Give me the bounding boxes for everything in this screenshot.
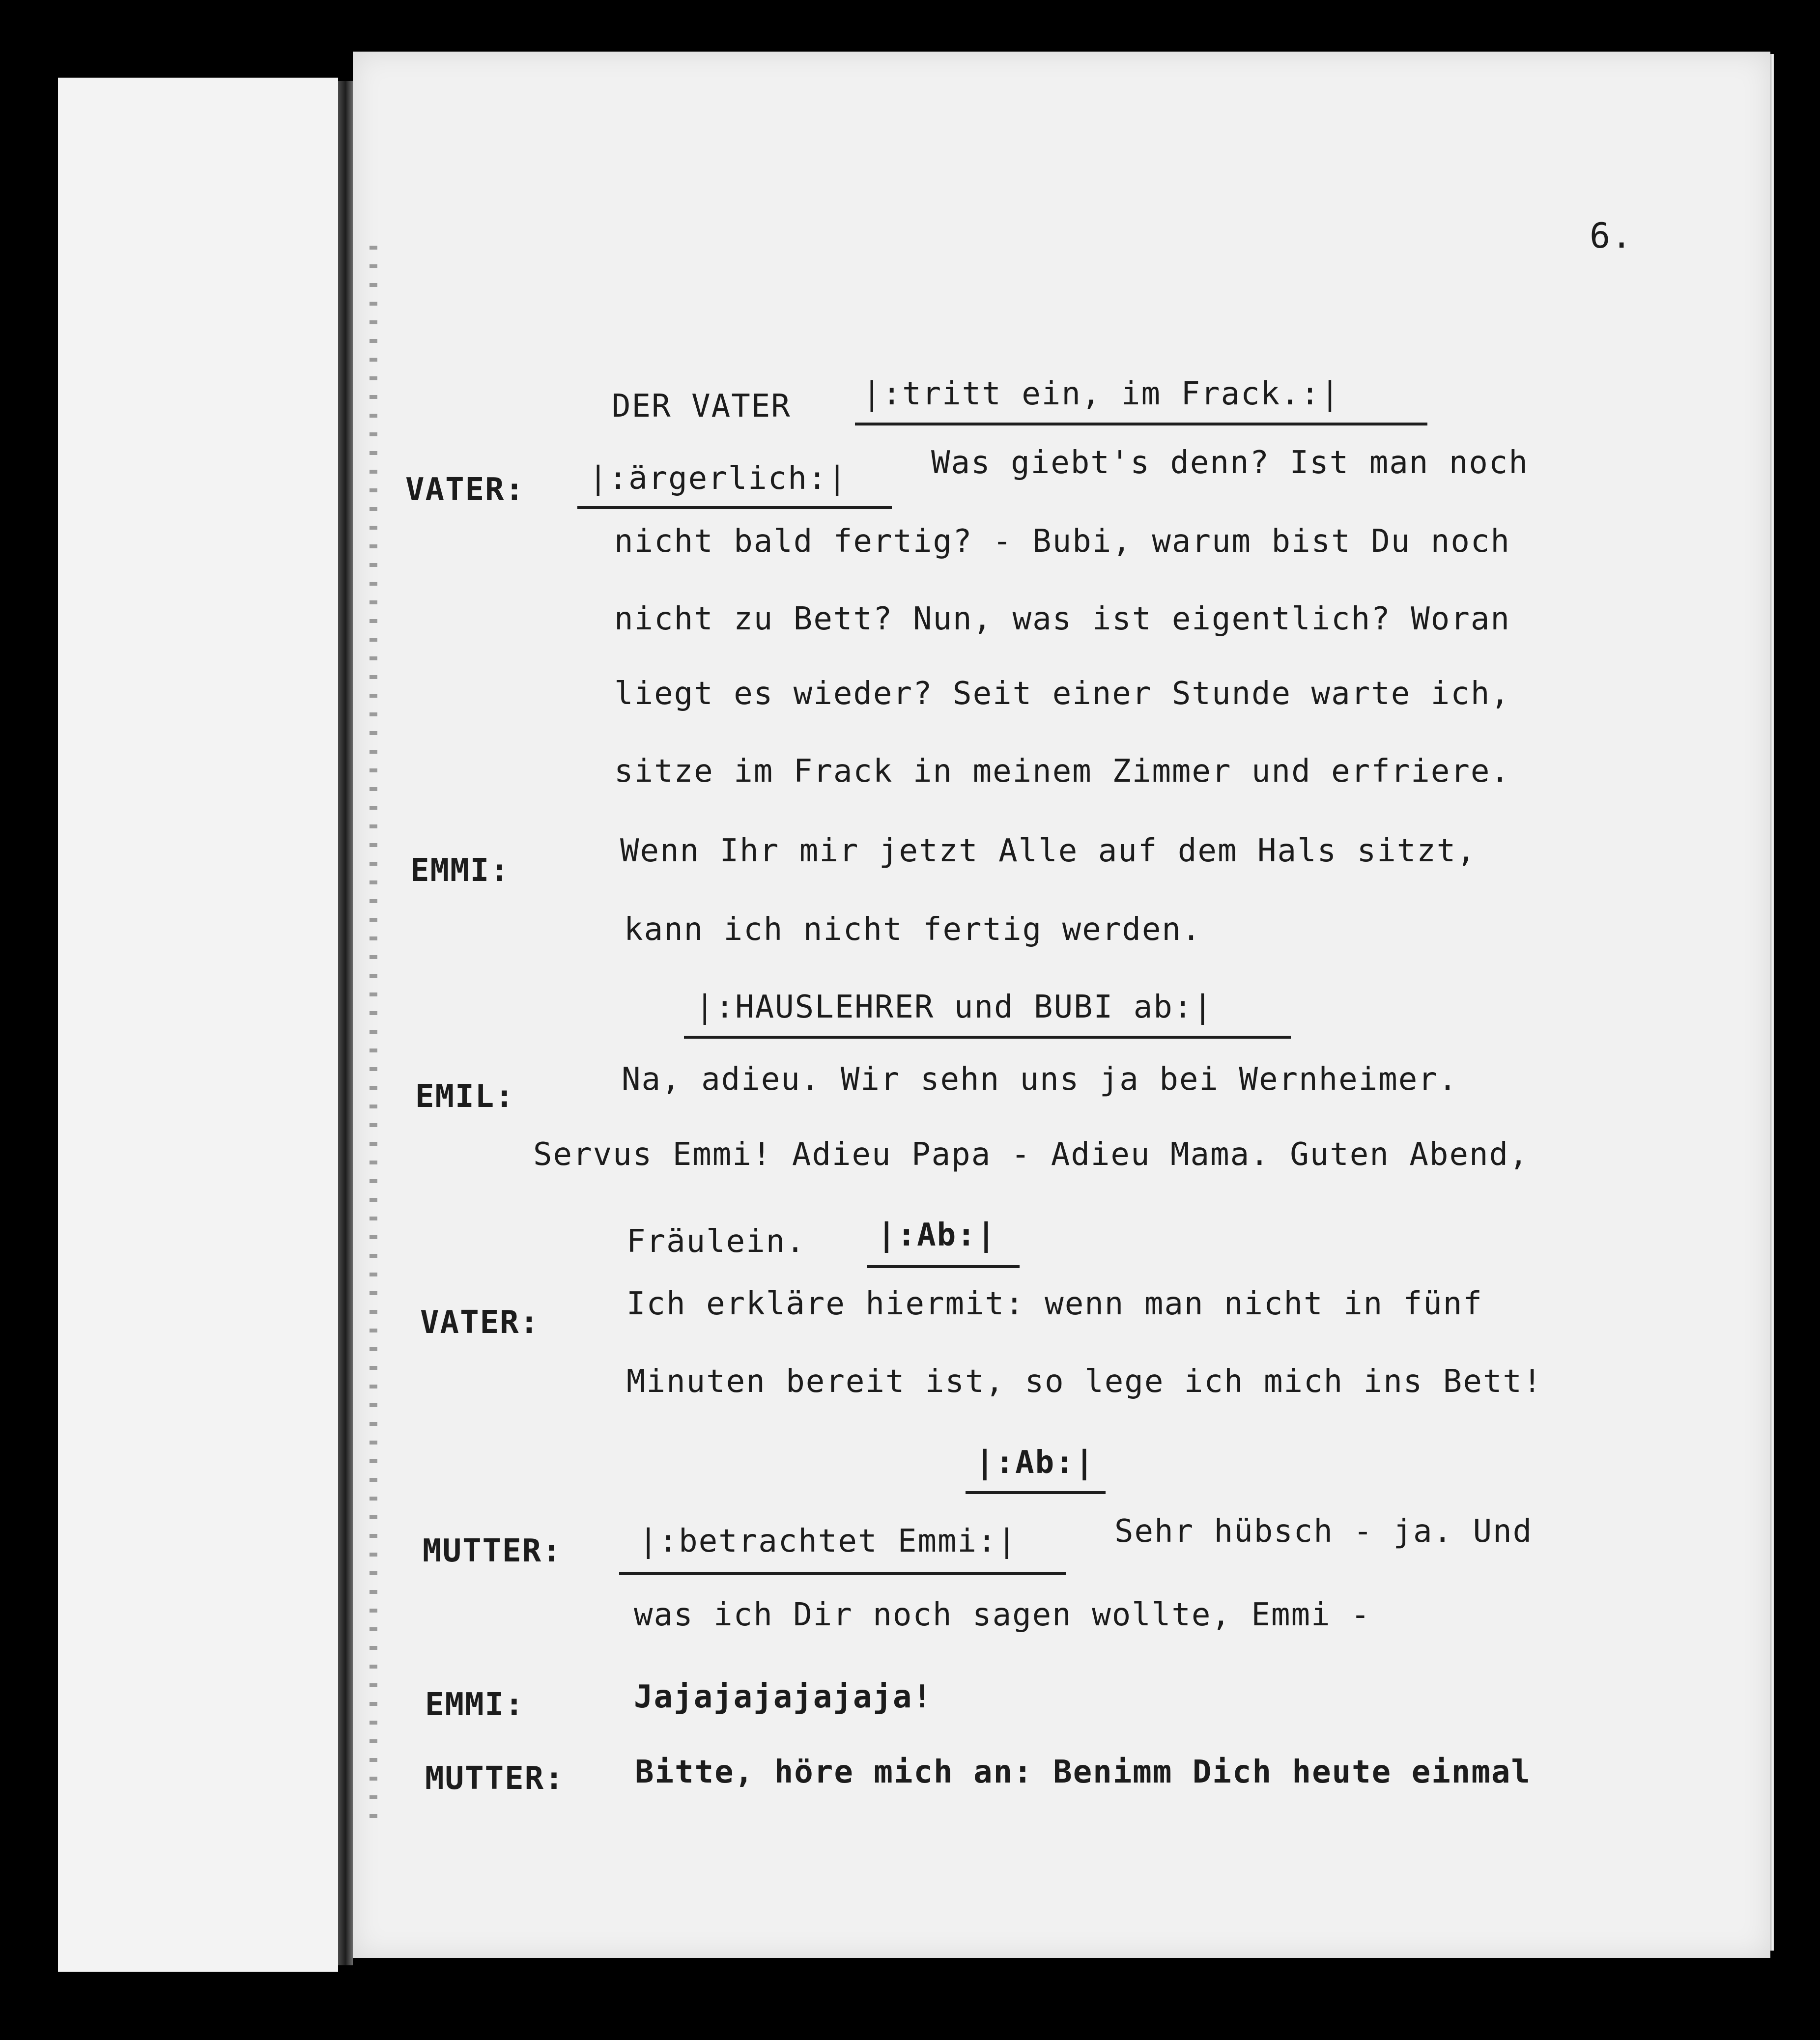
left-margin-strip: [58, 78, 338, 1972]
binding-edge: [338, 81, 353, 1965]
direction-underline: [684, 1036, 1291, 1039]
stage-speaker: DER VATER: [612, 388, 791, 425]
dialogue-line: sitze im Frack in meinem Zimmer und erfriere.: [614, 753, 1510, 790]
stage-direction: |:Ab:|: [877, 1217, 997, 1253]
dialogue-line: Jajajajajajaja!: [634, 1679, 933, 1715]
dialogue-line: was ich Dir noch sagen wollte, Emmi -: [634, 1597, 1371, 1633]
dialogue-line: Wenn Ihr mir jetzt Alle auf dem Hals sitzt,: [620, 833, 1477, 869]
dialogue-line: Ich erkläre hiermit: wenn man nicht in fünf: [626, 1286, 1483, 1322]
speaker-label: EMMI:: [410, 852, 510, 889]
dialogue-line: liegt es wieder? Seit einer Stunde warte ich,: [614, 676, 1510, 712]
dialogue-line: Fräulein.: [626, 1223, 806, 1260]
dialogue-line: Bitte, höre mich an: Benimm Dich heute einmal: [635, 1754, 1531, 1790]
dialogue-line: Servus Emmi! Adieu Papa - Adieu Mama. Guten Abend,: [533, 1136, 1529, 1173]
stage-direction: |:Ab:|: [975, 1445, 1095, 1481]
page-number: 6.: [1590, 216, 1633, 256]
stage-direction: |:tritt ein, im Frack.:|: [862, 376, 1340, 412]
direction-underline: [867, 1265, 1020, 1268]
direction-underline: [855, 423, 1427, 425]
speaker-label: EMIL:: [415, 1078, 515, 1115]
direction-underline: [619, 1572, 1066, 1575]
speaker-label: VATER:: [405, 472, 525, 508]
dialogue-line: kann ich nicht fertig werden.: [624, 911, 1202, 948]
speaker-label: VATER:: [420, 1304, 540, 1341]
binding-perforation: [370, 246, 377, 1818]
direction-underline: [577, 506, 892, 509]
dialogue-line: Minuten bereit ist, so lege ich mich ins Bett!: [626, 1363, 1543, 1400]
stage-direction: |:betrachtet Emmi:|: [639, 1523, 1018, 1559]
speaker-label: MUTTER:: [423, 1533, 562, 1569]
dialogue-line: Sehr hübsch - ja. Und: [1114, 1513, 1533, 1550]
direction-underline: [966, 1491, 1106, 1494]
dialogue-line: Was giebt's denn? Ist man noch: [931, 445, 1529, 481]
dialogue-line: nicht bald fertig? - Bubi, warum bist Du noch: [614, 523, 1510, 560]
dialogue-line: nicht zu Bett? Nun, was ist eigentlich? Woran: [614, 601, 1510, 637]
stage-direction: |:ärgerlich:|: [589, 460, 848, 497]
speaker-label: EMMI:: [425, 1687, 525, 1723]
stage-direction: |:HAUSLEHRER und BUBI ab:|: [695, 989, 1213, 1025]
speaker-label: MUTTER:: [425, 1760, 565, 1797]
dialogue-line: Na, adieu. Wir sehn uns ja bei Wernheimer.: [622, 1061, 1458, 1098]
